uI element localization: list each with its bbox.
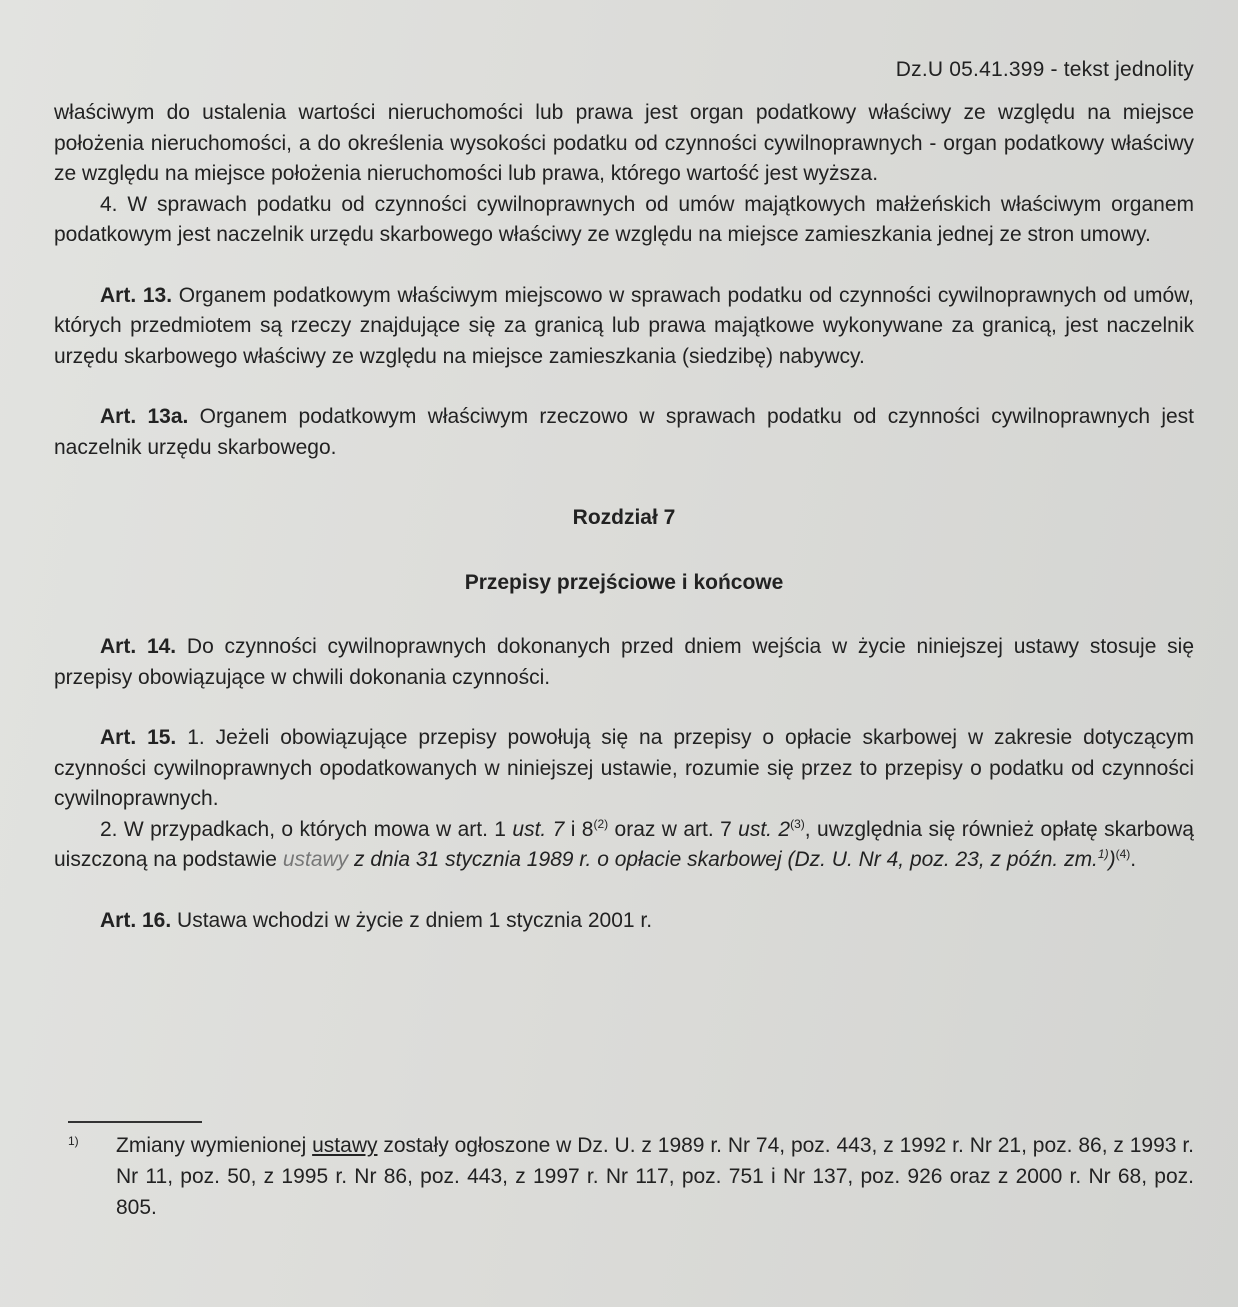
article-13-text: Organem podatkowym właściwym miejscowo w sprawach podatku od czynności cywilnoprawnych od umów, których przedmiotem są rzeczy znajdujące się za granicą lub prawa majątkowe wykonywane za granicą, jest naczelnik urzędu skarbowego właściwy ze względu na miejsce zamieszkania (siedzibę) nabywcy. [54, 283, 1194, 368]
document-body [54, 98, 1194, 936]
article-16-text: Ustawa wchodzi w życie z dniem 1 stycznia 2001 r. [171, 908, 653, 932]
footnote-mark: 1) [68, 1134, 79, 1148]
document-reference: Dz.U 05.41.399 - tekst jednolity [895, 58, 1194, 81]
footnote-text-a: Zmiany wymienionej [116, 1134, 313, 1157]
footnote-divider [68, 1121, 202, 1123]
art15-p2-text-g: z dnia 31 stycznia 1989 r. o opłacie skarbowej (Dz. U. Nr 4, poz. 23, z późn. zm. [348, 848, 1098, 871]
article-15-label: Art. 15. [100, 726, 177, 749]
footnote [68, 1130, 1194, 1223]
art15-p2-text-h: ) [1108, 848, 1116, 871]
art15-p2-sup3: 1) [1097, 847, 1109, 861]
footnote-text-b: zostały ogłoszone w Dz. U. z 1989 r. Nr 74, poz. 443, z 1992 r. Nr 21, poz. 86, z 1993 r. Nr 11, poz. 50, z 1995 r. Nr 86, poz. 443, z 1997 r. Nr 117, poz. 751 i Nr 137, poz. 926 oraz z 2000 r. Nr 68, poz. 805. [116, 1134, 1194, 1219]
art15-p2-sup1: (2) [593, 816, 609, 831]
footnote-ustawa-link[interactable]: ustawy [312, 1134, 378, 1157]
art15-p2-sup4: (4) [1115, 847, 1131, 861]
paragraph-4: 4. W sprawach podatku od czynności cywilnoprawnych od umów majątkowych małżeńskich właściwym organem podatkowym jest naczelnik urzędu skarbowego właściwy ze względu na miejsce zamieszkania jednej ze stron umowy. [54, 192, 1194, 246]
art15-p2-text-f: , uwzględnia się również opłatę skarbową uiszczoną na podstawie [54, 817, 1194, 871]
article-16 [54, 906, 1194, 937]
art15-p2-ust2: ust. 2 [738, 817, 791, 841]
article-13a-text: Organem podatkowym właściwym rzeczowo w sprawach podatku od czynności cywilnoprawnych jest naczelnik urzędu skarbowego. [54, 405, 1194, 459]
chapter-number: Rozdział 7 [572, 506, 676, 529]
article-13-label: Art. 13. [100, 283, 173, 307]
art15-p2-text-d: oraz w art. 7 [608, 817, 739, 841]
article-16-label: Art. 16. [100, 908, 172, 932]
article-14-text: Do czynności cywilnoprawnych dokonanych przed dniem wejścia w życie niniejszej ustawy stosuje się przepisy obowiązujące w chwili dokonania czynności. [54, 635, 1194, 689]
art15-p2-text-c: i 8 [564, 817, 594, 841]
ustawa-link[interactable]: ustawy [282, 848, 349, 871]
article-13a-label: Art. 13a. [100, 405, 189, 428]
art15-p2-ust7: ust. 7 [512, 817, 565, 841]
article-14 [54, 632, 1194, 693]
paragraph-continuation: właściwym do ustalenia wartości nieruchomości lub prawa jest organ podatkowy właściwy ze względu na miejsce położenia nieruchomości, a do określenia wysokości podatku od czynności cywilnoprawnych - organ podatkowy właściwy ze względu na miejsce położenia nieruchomości lub prawa, którego wartość jest wyższa. [54, 101, 1194, 185]
article-15-p1-text: 1. Jeżeli obowiązujące przepisy powołują się na przepisy o opłacie skarbowej w zakresie dotyczącym czynności cywilnoprawnych opodatkowanych w niniejszej ustawie, rozumie się przez to przepisy o podatku od czynności cywilnoprawnych. [54, 726, 1194, 810]
art15-p2-text-a: 2. W przypadkach, o których mowa w art. 1 [100, 817, 513, 841]
article-13a [54, 402, 1194, 463]
footnote-text [116, 1130, 1194, 1223]
article-13 [54, 281, 1194, 373]
art15-p2-text-i: . [1130, 848, 1137, 871]
chapter-title: Przepisy przejściowe i końcowe [464, 570, 784, 594]
art15-p2-sup2: (3) [790, 816, 805, 831]
article-15-p1 [54, 723, 1194, 815]
article-15-p2 [54, 815, 1194, 876]
article-14-label: Art. 14. [100, 635, 177, 658]
